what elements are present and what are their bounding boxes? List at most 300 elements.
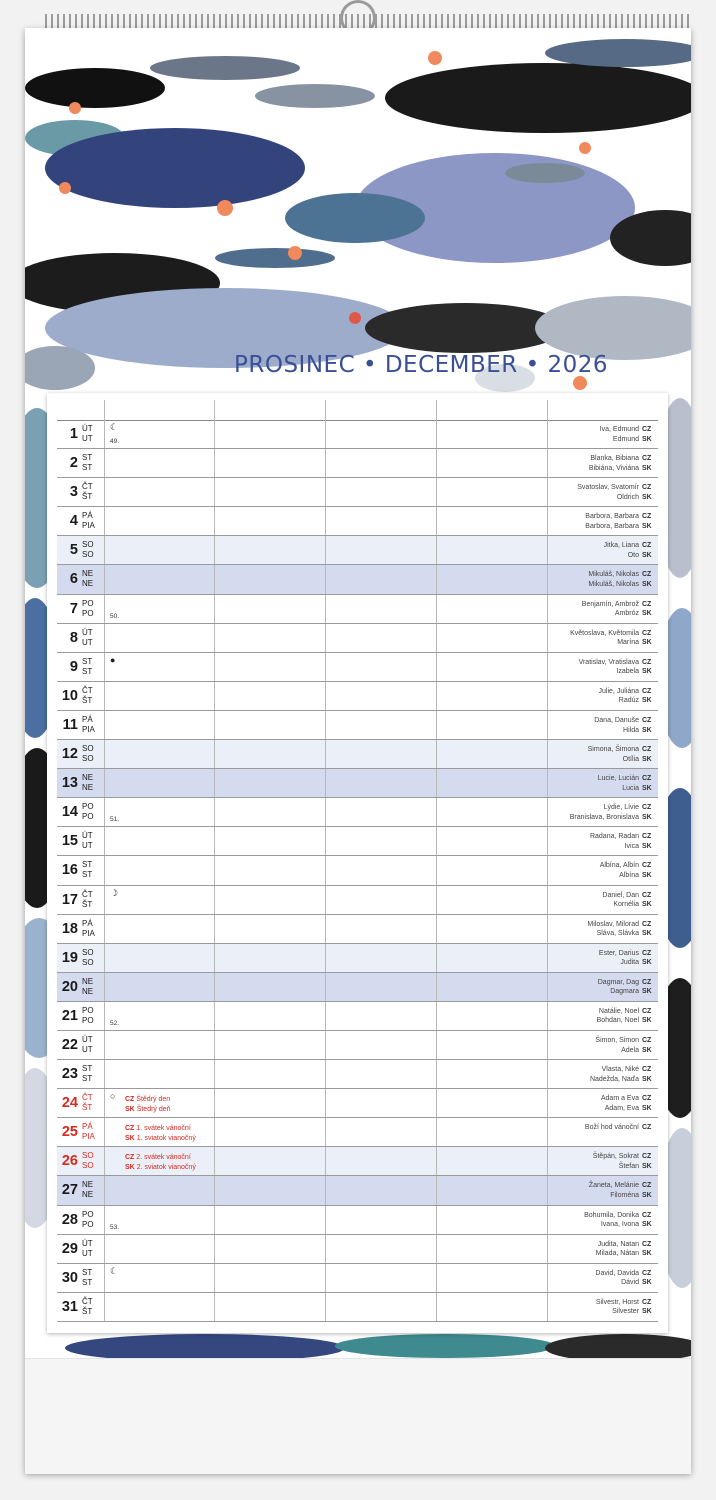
column-divider — [547, 1089, 548, 1117]
column-divider — [214, 856, 215, 884]
day-row[interactable] — [57, 536, 658, 565]
name-day-cz: Vratislav, Vratislava — [578, 658, 639, 666]
day-row[interactable] — [57, 973, 658, 1002]
column-divider — [325, 1147, 326, 1175]
day-number: 16 — [61, 862, 78, 879]
name-days: Ester, Darius CZ Judita SK — [598, 949, 652, 967]
weekday-cz: ÚT — [82, 1238, 93, 1248]
name-days: Daniel, Dan CZ Kornélia SK — [602, 891, 652, 909]
weekday-cz: NE — [82, 773, 94, 783]
day-row[interactable] — [57, 711, 658, 740]
name-day-cz: Benjamín, Ambrož — [581, 600, 639, 608]
column-divider — [214, 449, 215, 477]
name-day-sk: Judita — [620, 959, 639, 967]
column-divider — [547, 944, 548, 972]
day-number: 10 — [61, 687, 78, 704]
column-divider — [436, 478, 437, 506]
column-divider — [436, 1293, 437, 1321]
column-divider — [104, 653, 105, 681]
name-day-cz: Žaneta, Melánie — [588, 1182, 639, 1190]
name-days: Vlasta, Niké CZ Nadežda, Naďa SK — [589, 1066, 652, 1083]
holiday-text: 1. sviatok vianočný — [136, 1134, 196, 1142]
weekday-sk: UT — [82, 841, 93, 851]
weekday-sk: PO — [82, 608, 94, 618]
day-row[interactable] — [57, 1002, 658, 1031]
weekday-sk: NE — [82, 783, 94, 793]
holiday-country: SK — [125, 1163, 135, 1171]
column-divider — [436, 1206, 437, 1234]
column-divider — [325, 1206, 326, 1234]
name-day-sk: Dagmara — [610, 988, 639, 996]
weekday-cz: PO — [82, 802, 94, 812]
column-divider — [214, 400, 215, 420]
right-whale — [385, 63, 691, 133]
day-row[interactable] — [57, 624, 658, 653]
weekday-sk: ST — [82, 870, 93, 880]
column-divider — [436, 565, 437, 593]
weekday-sk: SO — [82, 957, 94, 967]
name-day-sk: Dávid — [621, 1279, 639, 1287]
day-number: 30 — [61, 1269, 78, 1286]
name-days: Štěpán, Sokrat CZ Štefan SK — [592, 1153, 652, 1170]
column-divider — [214, 478, 215, 506]
column-divider — [436, 1118, 437, 1146]
column-divider — [325, 478, 326, 506]
day-number: 2 — [69, 455, 78, 472]
weekday-sk: PO — [82, 1015, 94, 1025]
name-day-cz: Barbora, Barbara — [585, 513, 639, 521]
column-divider — [325, 595, 326, 623]
column-divider — [547, 449, 548, 477]
column-divider — [325, 653, 326, 681]
column-divider — [325, 1031, 326, 1059]
day-number: 14 — [61, 804, 78, 821]
day-row[interactable] — [57, 856, 658, 885]
day-number: 21 — [61, 1007, 78, 1024]
column-divider — [436, 1031, 437, 1059]
column-divider — [547, 653, 548, 681]
name-days: Benjamín, Ambrož CZ Ambróz SK — [581, 600, 652, 618]
weekday-cz: ČT — [82, 889, 93, 899]
column-divider — [214, 624, 215, 652]
column-divider — [436, 624, 437, 652]
day-row[interactable] — [57, 769, 658, 798]
name-day-sk: Milada, Nátan — [595, 1250, 639, 1258]
column-divider — [325, 915, 326, 943]
column-divider — [325, 507, 326, 535]
day-number: 4 — [69, 513, 78, 530]
column-divider — [214, 1060, 215, 1088]
column-divider — [547, 595, 548, 623]
day-row[interactable] — [57, 827, 658, 856]
column-divider — [547, 536, 548, 564]
weekday-cz: ČT — [82, 1296, 93, 1306]
name-days: Šimon, Simon CZ Adela SK — [595, 1036, 652, 1054]
column-divider — [214, 769, 215, 797]
day-row[interactable] — [57, 420, 658, 449]
name-days: Barbora, Barbara CZ Barbora, Barbara SK — [585, 513, 652, 530]
weekday-names — [82, 599, 94, 619]
holiday-text: 2. svátek vánoční — [136, 1154, 191, 1162]
week-number: 52. — [110, 1019, 120, 1027]
weekday-sk: PIA — [82, 724, 95, 734]
name-days: Boží hod vánoční CZ — [584, 1124, 652, 1132]
day-row[interactable] — [57, 1060, 658, 1089]
weekday-cz: ÚT — [82, 424, 93, 433]
day-number: 31 — [61, 1298, 78, 1315]
column-divider — [104, 478, 105, 506]
day-number: 11 — [62, 716, 78, 733]
weekday-names — [82, 1093, 93, 1113]
column-divider — [436, 973, 437, 1001]
column-divider — [436, 769, 437, 797]
column-divider — [104, 400, 105, 420]
name-day-cz: Dana, Danuše — [594, 716, 639, 724]
holiday-country: SK — [125, 1134, 135, 1142]
column-divider — [104, 740, 105, 768]
week-number: 49. — [110, 438, 120, 446]
weekday-sk: PIA — [82, 521, 95, 531]
name-days: Lucie, Lucián CZ Lucia SK — [597, 775, 652, 792]
column-divider — [214, 740, 215, 768]
name-day-sk: Otília — [622, 755, 639, 763]
name-day-sk: Ivana, Ivona — [600, 1221, 639, 1229]
day-number: 23 — [61, 1066, 78, 1083]
name-day-cz: Blanka, Bibiana — [590, 455, 639, 463]
weekday-names — [82, 1064, 92, 1084]
day-row[interactable] — [57, 1147, 658, 1176]
day-row[interactable] — [57, 1293, 658, 1322]
weekday-sk: UT — [82, 1248, 93, 1258]
name-day-cz: Simona, Šimona — [587, 746, 639, 754]
weekday-names — [82, 686, 93, 706]
column-divider — [547, 624, 548, 652]
column-divider — [547, 1235, 548, 1263]
moon-phase-icon: ☽ — [110, 887, 119, 898]
column-divider — [547, 827, 548, 855]
name-days: Miloslav, Milorad CZ Sláva, Slávka SK — [587, 920, 652, 938]
weekday-names — [82, 482, 93, 502]
column-divider — [214, 711, 215, 739]
weekday-sk: PO — [82, 1219, 94, 1229]
column-divider — [325, 400, 326, 420]
column-divider — [325, 973, 326, 1001]
column-divider — [436, 1002, 437, 1030]
column-divider — [214, 1176, 215, 1204]
weekday-names — [82, 948, 94, 968]
column-divider — [325, 1264, 326, 1292]
weekday-sk: PIA — [82, 928, 95, 938]
name-day-cz: Radana, Radan — [589, 833, 639, 841]
name-days: Silvestr, Horst CZ Silvester SK — [595, 1298, 652, 1316]
weekday-names — [82, 977, 93, 997]
day-number: 17 — [61, 891, 78, 908]
weekday-names — [82, 831, 93, 851]
column-divider — [104, 536, 105, 564]
name-day-sk: Kornélia — [613, 901, 639, 909]
weekday-names — [82, 1122, 95, 1142]
day-row[interactable] — [57, 944, 658, 973]
column-divider — [104, 827, 105, 855]
moon-phase-icon: ☾ — [110, 422, 119, 432]
name-day-sk: Oto — [627, 551, 639, 559]
column-divider — [436, 856, 437, 884]
name-day-cz: Květoslava, Květomila — [570, 629, 639, 637]
weekday-names — [82, 744, 94, 764]
day-row[interactable] — [57, 915, 658, 944]
column-divider — [104, 711, 105, 739]
name-days: Adam a Eva CZ Adam, Eva SK — [600, 1095, 652, 1112]
name-day-cz: Judita, Natan — [597, 1240, 639, 1248]
holiday-text: Štedrý deň — [136, 1105, 171, 1113]
day-row[interactable] — [57, 449, 658, 478]
name-day-sk: Adam, Eva — [604, 1104, 639, 1112]
name-days: Dagmar, Dag CZ Dagmara SK — [597, 978, 652, 996]
weekday-sk: SO — [82, 550, 94, 560]
column-divider — [325, 944, 326, 972]
weekday-cz: PÁ — [82, 511, 93, 521]
column-divider — [214, 1002, 215, 1030]
day-number: 25 — [61, 1124, 78, 1141]
weekday-names — [82, 569, 93, 589]
column-divider — [214, 507, 215, 535]
column-divider — [214, 420, 215, 448]
name-days: Svatoslav, Svatomír CZ Oldrich SK — [577, 484, 652, 501]
weekday-names — [82, 1268, 92, 1288]
weekday-cz: NE — [82, 976, 94, 986]
column-divider — [214, 1206, 215, 1234]
name-day-cz: Vlasta, Niké — [601, 1066, 639, 1074]
day-number: 19 — [61, 949, 78, 966]
name-days: Lýdie, Lívie CZ Branislava, Bronislava SK — [569, 804, 652, 821]
weekday-sk: UT — [82, 637, 93, 647]
name-days: David, Davida CZ Dávid SK — [595, 1269, 652, 1287]
weekday-sk: ST — [82, 1074, 93, 1084]
name-day-cz: Daniel, Dan — [602, 891, 639, 899]
day-row[interactable] — [57, 682, 658, 711]
day-row[interactable] — [57, 478, 658, 507]
day-row[interactable] — [57, 1089, 658, 1118]
holiday-country: CZ — [125, 1096, 135, 1104]
weekday-sk: NE — [82, 1190, 94, 1200]
column-divider — [214, 1147, 215, 1175]
column-divider — [547, 915, 548, 943]
weekday-cz: SO — [82, 947, 94, 957]
name-day-sk: Marína — [617, 639, 639, 647]
name-day-cz: David, Davida — [595, 1269, 639, 1277]
column-divider — [104, 944, 105, 972]
column-divider — [547, 769, 548, 797]
weekday-sk: ŠT — [82, 695, 93, 705]
weekday-names — [82, 453, 92, 473]
name-day-cz: Bohumila, Donika — [584, 1211, 639, 1219]
day-row[interactable] — [57, 1235, 658, 1264]
column-divider — [547, 1206, 548, 1234]
column-divider — [436, 682, 437, 710]
weekday-cz: ČT — [82, 1093, 93, 1103]
weekday-cz: ST — [82, 860, 93, 870]
day-row[interactable] — [57, 1176, 658, 1205]
column-divider — [547, 1031, 548, 1059]
column-divider — [547, 1264, 548, 1292]
column-divider — [104, 769, 105, 797]
holiday-note — [125, 1153, 196, 1172]
column-divider — [325, 1060, 326, 1088]
column-divider — [214, 1089, 215, 1117]
column-divider — [547, 1060, 548, 1088]
column-divider — [547, 1176, 548, 1204]
day-row[interactable] — [57, 886, 658, 915]
name-day-sk: Lucia — [622, 784, 639, 792]
holiday-country: CZ — [125, 1125, 135, 1133]
column-divider — [436, 915, 437, 943]
name-day-cz: Štěpán, Sokrat — [592, 1153, 639, 1161]
weekday-names — [82, 860, 92, 880]
day-row[interactable] — [57, 507, 658, 536]
day-row[interactable] — [57, 1206, 658, 1235]
weekday-names — [82, 890, 93, 910]
column-divider — [547, 886, 548, 914]
moon-phase-icon: ● — [110, 654, 116, 665]
name-day-cz: Lýdie, Lívie — [603, 804, 639, 812]
column-divider — [104, 595, 105, 623]
column-divider — [436, 1089, 437, 1117]
column-divider — [436, 1176, 437, 1204]
column-divider — [214, 1264, 215, 1292]
moon-phase-icon: ○ — [110, 1091, 116, 1102]
day-number: 12 — [61, 746, 78, 763]
weekday-cz: ST — [82, 656, 93, 666]
column-divider — [104, 973, 105, 1001]
weekday-cz: PÁ — [82, 1122, 93, 1132]
day-number: 24 — [61, 1095, 78, 1112]
day-grid — [57, 420, 658, 1322]
name-day-sk: Ivica — [624, 842, 639, 850]
weekday-sk: NE — [82, 986, 94, 996]
column-divider — [104, 798, 105, 826]
weekday-sk: ŠT — [82, 1306, 93, 1316]
day-row[interactable] — [57, 1118, 658, 1147]
column-divider — [325, 1089, 326, 1117]
column-divider — [214, 1118, 215, 1146]
weekday-names — [82, 919, 95, 939]
column-divider — [547, 682, 548, 710]
weekday-names — [82, 540, 94, 560]
name-day-sk: Adela — [621, 1046, 639, 1054]
column-divider — [104, 1060, 105, 1088]
holiday-country: CZ — [125, 1154, 135, 1162]
day-row[interactable] — [57, 1264, 658, 1293]
column-divider — [104, 1089, 105, 1117]
day-number: 3 — [69, 484, 78, 501]
column-divider — [214, 1235, 215, 1263]
holiday-country: SK — [125, 1105, 135, 1113]
name-day-cz: Adam a Eva — [600, 1095, 639, 1103]
column-divider — [325, 1235, 326, 1263]
name-day-sk: Bohdan, Noel — [596, 1017, 639, 1025]
column-divider — [214, 595, 215, 623]
column-divider — [214, 827, 215, 855]
name-day-sk: Hilda — [623, 726, 639, 734]
weekday-cz: NE — [82, 569, 94, 579]
column-divider — [325, 856, 326, 884]
column-divider — [214, 1293, 215, 1321]
column-divider — [436, 653, 437, 681]
day-number: 13 — [61, 775, 78, 792]
column-divider — [325, 682, 326, 710]
day-row[interactable] — [57, 653, 658, 682]
month-title: PROSINEC • DECEMBER • 2026 — [234, 352, 609, 378]
weekday-cz: PO — [82, 1209, 94, 1219]
weekday-sk: ST — [82, 463, 93, 473]
name-days: Iva, Edmund CZ Edmund SK — [599, 426, 652, 443]
day-row[interactable] — [57, 798, 658, 827]
day-number: 1 — [69, 426, 78, 442]
name-day-cz: Iva, Edmund — [599, 426, 639, 433]
weekday-cz: SO — [82, 744, 94, 754]
weekday-names — [82, 1297, 93, 1317]
day-row[interactable] — [57, 740, 658, 769]
column-divider — [214, 944, 215, 972]
header-row — [57, 400, 658, 421]
name-day-sk: Izabela — [616, 668, 639, 676]
weekday-sk: ST — [82, 666, 93, 676]
name-days: Natálie, Noel CZ Bohdan, Noel SK — [596, 1007, 652, 1025]
name-days: Judita, Natan CZ Milada, Nátan SK — [595, 1240, 652, 1258]
weekday-cz: ČT — [82, 482, 93, 492]
weekday-names — [82, 628, 93, 648]
weekday-cz: ST — [82, 1064, 93, 1074]
week-number: 50. — [110, 612, 120, 620]
column-divider — [436, 1264, 437, 1292]
column-divider — [214, 565, 215, 593]
name-days: Bohumila, Donika CZ Ivana, Ivona SK — [584, 1211, 652, 1229]
column-divider — [436, 886, 437, 914]
column-divider — [325, 1002, 326, 1030]
column-divider — [104, 682, 105, 710]
name-day-cz: Mikuláš, Nikolas — [588, 571, 639, 579]
column-divider — [214, 536, 215, 564]
column-divider — [547, 856, 548, 884]
day-row[interactable] — [57, 1031, 658, 1060]
weekday-names — [82, 1035, 93, 1055]
column-divider — [325, 886, 326, 914]
day-row[interactable] — [57, 565, 658, 594]
column-divider — [104, 507, 105, 535]
name-day-sk: Albína — [619, 872, 639, 879]
column-divider — [436, 536, 437, 564]
weekday-sk: ŠT — [82, 1103, 93, 1113]
column-divider — [547, 1002, 548, 1030]
day-row[interactable] — [57, 595, 658, 624]
column-divider — [547, 1118, 548, 1146]
weekday-names — [82, 802, 94, 822]
name-day-cz: Julie, Juliána — [598, 687, 639, 695]
calendar-backing — [25, 1358, 691, 1474]
column-divider — [104, 1264, 105, 1292]
holiday-text: 1. svátek vánoční — [136, 1125, 191, 1133]
weekday-names — [82, 773, 93, 793]
weekday-sk: ŠT — [82, 899, 93, 909]
column-divider — [104, 1031, 105, 1059]
column-divider — [547, 711, 548, 739]
column-divider — [104, 1176, 105, 1204]
humpback-whale — [45, 128, 305, 208]
column-divider — [104, 565, 105, 593]
column-divider — [325, 420, 326, 448]
column-divider — [436, 507, 437, 535]
day-number: 20 — [61, 978, 78, 995]
